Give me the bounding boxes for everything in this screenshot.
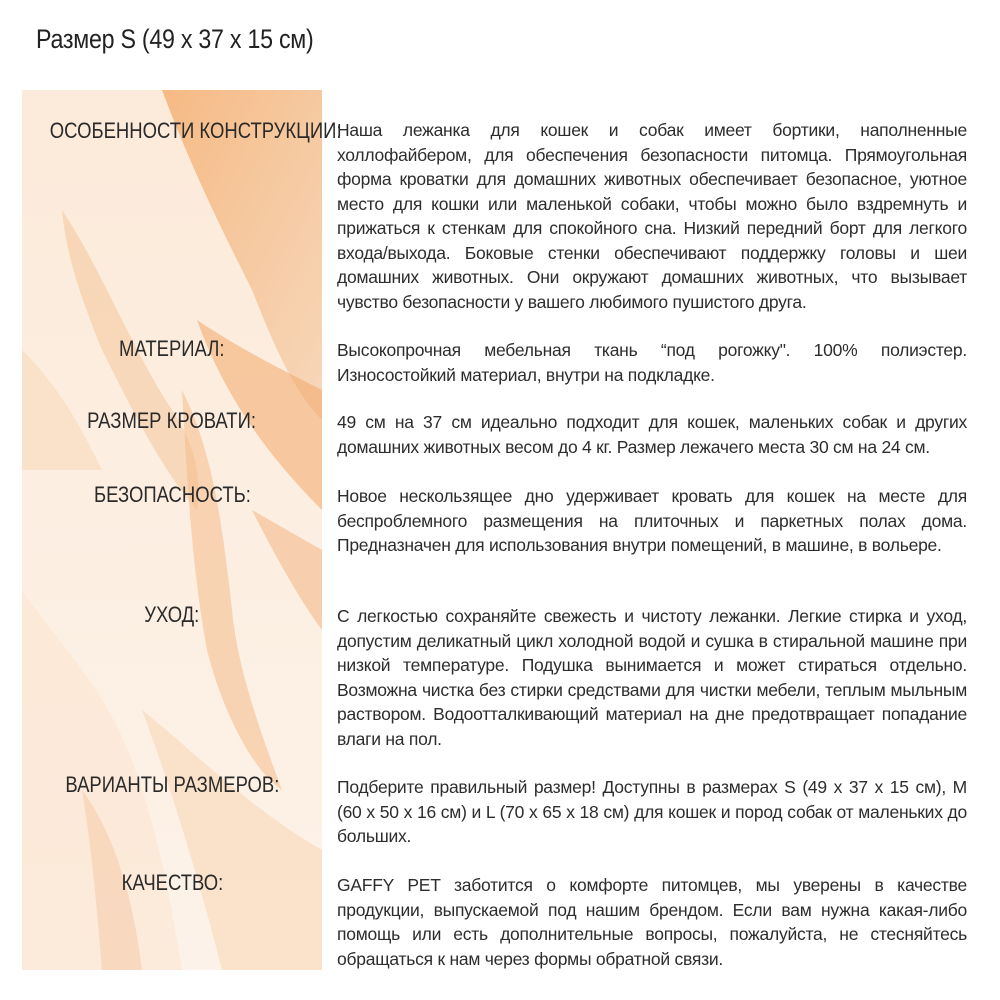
watercolor-background [22,90,342,970]
section-text-care: С легкостью сохраняйте свежесть и чистоту лежанки. Легкие стирка и уход, допустим деликатный цикл холодной водой и сушка в стиральной машине при низкой температуре. Подушка вынимается и может стираться отдельно. Возможна чистка без стирки средствами для чистки мебели, теплым мыльным раствором. Водоотталкивающий материал на дне предотвращает попадание влаги на пол. [337,606,967,749]
section-text-bed-size: 49 см на 37 см идеально подходит для кошек, маленьких собак и других домашних животных весом до 4 кг. Размер лежачего места 30 см на 24 см. [337,412,967,457]
section-text-safety: Новое нескользящее дно удерживает кровать для кошек на месте для беспроблемного размещения на плиточных и паркетных полах дома. Предназначен для использования внутри помещений, в машине, в вольере. [337,486,967,555]
section-label-material: МАТЕРИАЛ: [119,336,225,361]
section-label-safety: БЕЗОПАСНОСТЬ: [93,482,251,507]
section-text-quality: GAFFY PET заботится о комфорте питомцев, мы уверены в качестве продукции, выпускаемой под нашим брендом. Если вам нужна какая-либо помощь или есть дополнительные вопросы, пожалуйста, не стесняйтесь обращаться к нам через формы обратной связи. [337,875,967,969]
section-label-quality: КАЧЕСТВО: [121,870,223,895]
section-text-size-options: Подберите правильный размер! Доступны в размерах S (49 x 37 x 15 см), M (60 x 50 x 16 см) и L (70 x 65 x 18 см) для кошек и пород собак от маленьких до больших. [337,777,967,846]
section-label-bed-size: РАЗМЕР КРОВАТИ: [87,408,257,433]
section-label-care: УХОД: [144,602,200,627]
section-text-material: Высокопрочная мебельная ткань “под рогожку". 100% полиэстер. Износостойкий материал, внутри на подкладке. [337,340,967,385]
page-title: Размер S (49 x 37 x 15 см) [36,24,314,54]
section-label-construction: ОСОБЕННОСТИ КОНСТРУКЦИИ: [49,118,342,143]
section-text-construction: Наша лежанка для кошек и собак имеет бортики, наполненные холлофайбером, для обеспечения безопасности питомца. Прямоугольная форма кроватки для домашних животных обеспечивает безопасное, уютное место для кошки или маленькой собаки, чтобы можно было вздремнуть и прижаться к стенкам для спокойного сна. Низкий передний борт для легкого входа/выхода. Боковые стенки обеспечивают поддержку головы и шеи домашних животных. Они окружают домашних животных, что вызывает чувство безопасности у вашего любимого пушистого друга. [337,120,967,312]
section-label-size-options: ВАРИАНТЫ РАЗМЕРОВ: [65,772,279,797]
